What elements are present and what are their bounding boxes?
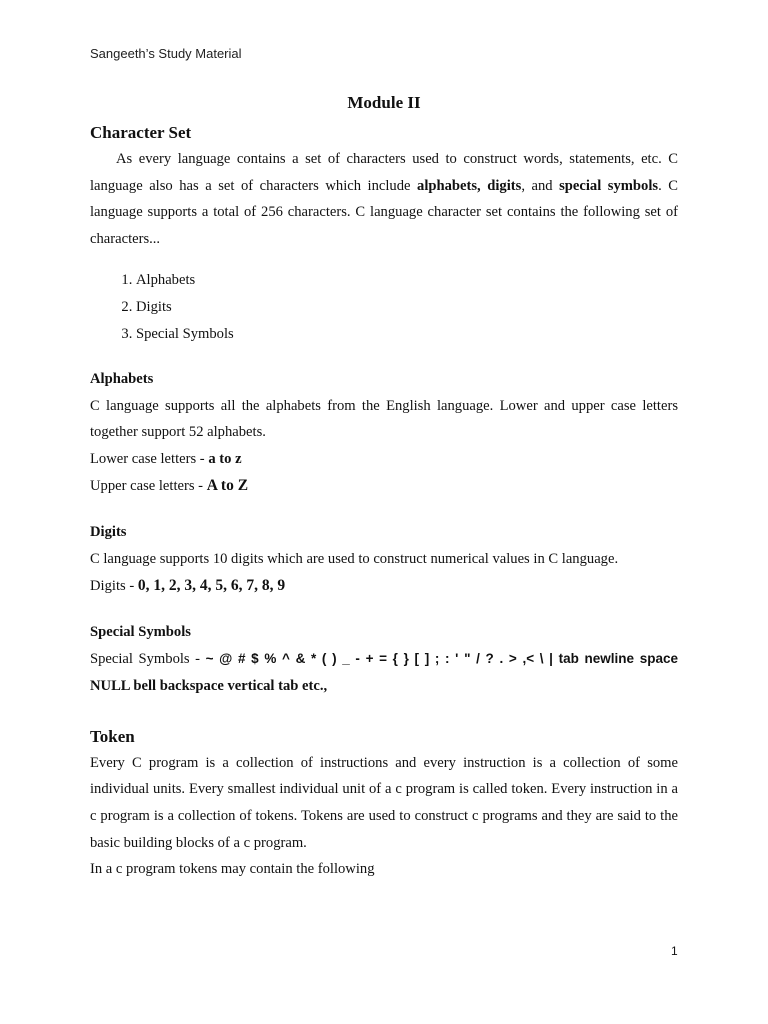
token-text: Every C program is a collection of instructions and every instruction is a collection of some individual units. Every smallest individual unit of a c program is called token. Every instruction in a c program is a collection of tokens. Tokens are used to construct c programs and they are said to the basic building blocks of a c program.	[90, 754, 678, 851]
special-symbols-heading: Special Symbols	[90, 624, 191, 641]
page-number: 1	[671, 944, 678, 958]
character-set-intro	[90, 146, 678, 253]
upper-case-label: Upper case letters -	[90, 477, 207, 494]
lower-case-label: Lower case letters -	[90, 450, 209, 467]
special-symbols-more-text: NULL bell backspace vertical tab etc.,	[90, 677, 328, 694]
intro-text-3: . C language supports a total of 256 characters. C language character set contains the following set of characters...	[90, 177, 679, 248]
special-symbols-value: ~ @ # $ % ^ & * ( ) _ - + = { } [ ] ; : ' " / ? . > ,< \ | tab newline space	[205, 651, 678, 667]
upper-case-value: A to Z	[206, 476, 249, 494]
character-set-list	[90, 267, 678, 348]
token-followup: In a c program tokens may contain the following	[90, 861, 375, 878]
digits-label: Digits -	[90, 577, 138, 594]
upper-case-line	[90, 473, 678, 500]
module-title: Module II	[347, 93, 421, 112]
digits-line	[90, 573, 678, 600]
digits-value: 0, 1, 2, 3, 4, 5, 6, 7, 8, 9	[137, 576, 286, 594]
digits-heading: Digits	[90, 524, 127, 541]
lower-case-line	[90, 446, 678, 473]
alphabets-text: C language supports all the alphabets from the English language. Lower and upper case letters together support 52 alphabets.	[90, 397, 678, 441]
alphabets-heading: Alphabets	[90, 370, 154, 387]
intro-text-2: , and	[521, 177, 560, 194]
intro-bold-1: alphabets, digits	[417, 177, 522, 194]
lower-case-value: a to z	[208, 450, 242, 467]
page-content	[90, 92, 678, 883]
token-heading: Token	[90, 726, 135, 746]
page-header: Sangeeth’s Study Material	[90, 46, 242, 61]
list-item: 1. Alphabets	[136, 267, 678, 294]
character-set-heading: Character Set	[90, 123, 192, 142]
list-item: 2. Digits	[136, 294, 678, 321]
special-symbols-label: Special Symbols -	[90, 651, 206, 668]
digits-text: C language supports 10 digits which are used to construct numerical values in C language.	[90, 551, 619, 568]
intro-bold-2: special symbols	[559, 177, 659, 194]
list-item: 3. Special Symbols	[136, 321, 678, 348]
special-symbols-line	[90, 646, 678, 673]
special-symbols-more	[90, 673, 678, 700]
intro-text-1: As every language contains a set of characters used to construct words, statements, etc. C language also has a set of characters which include	[90, 151, 678, 194]
